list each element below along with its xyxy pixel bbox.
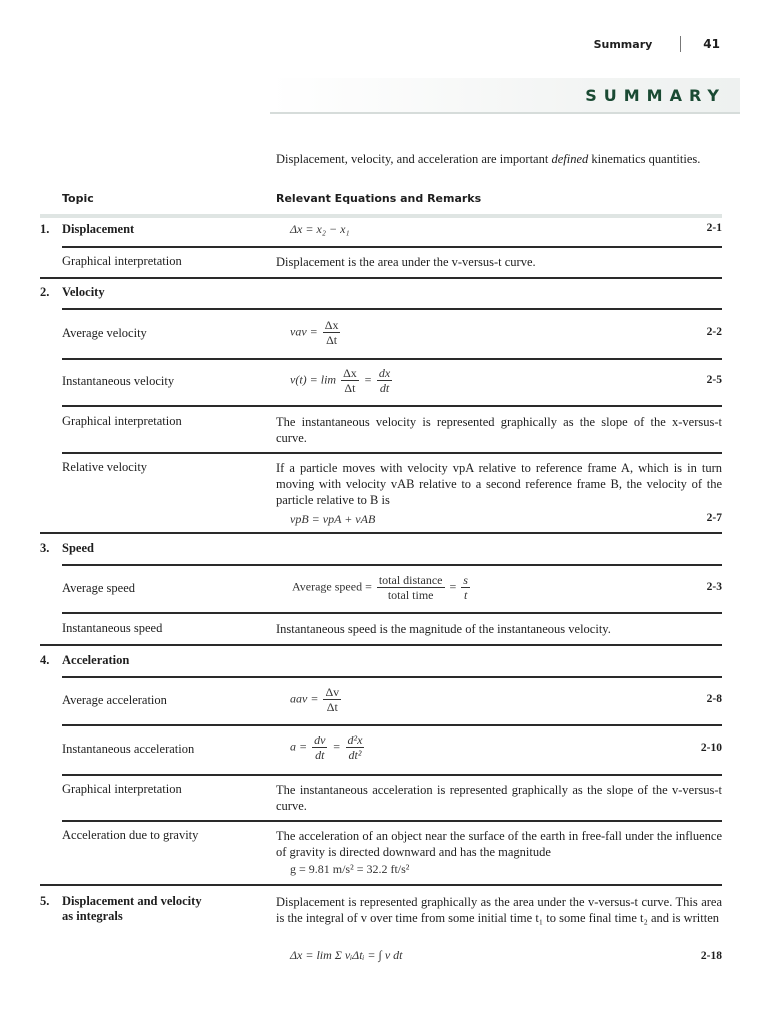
equation-number: 2-2 — [706, 326, 722, 338]
equation: Δx = x₂ − x₁ — [290, 222, 350, 236]
equation-number: 2-3 — [706, 581, 722, 593]
intro-text: Displacement, velocity, and acceleration are important defined kinematics quantities. — [276, 152, 701, 166]
remark-text: Displacement is represented graphically as the area under the v-versus-t curve. This area is the integral of v over time from some initial time t₁ to some final time t₂ and is written — [276, 895, 722, 925]
section-title: 4. Acceleration — [40, 653, 130, 667]
row-divider — [62, 308, 722, 310]
row-divider — [62, 246, 722, 248]
equation-number: 2-10 — [700, 742, 722, 754]
header-rule — [40, 214, 722, 218]
row-divider — [62, 358, 722, 360]
remark-text: Instantaneous speed is the magnitude of the instantaneous velocity. — [276, 622, 611, 636]
remark-text: Displacement is the area under the v-versus-t curve. — [276, 255, 536, 269]
topic-label: Average speed — [62, 581, 135, 595]
equation-number: 2-1 — [706, 222, 722, 234]
section-title: 2. Velocity — [40, 285, 105, 299]
running-head-divider — [680, 36, 681, 52]
summary-banner — [270, 78, 740, 114]
remark-text: The instantaneous acceleration is represented graphically as the slope of the v-versus-t curve. — [276, 783, 722, 813]
page-title: SUMMARY — [585, 86, 726, 105]
row-divider — [62, 564, 722, 566]
equation-number: 2-8 — [706, 693, 722, 705]
row-divider — [62, 405, 722, 407]
section-divider — [40, 644, 722, 646]
section-divider — [40, 532, 722, 534]
topic-label: Graphical interpretation — [62, 414, 182, 428]
topic-label: Instantaneous velocity — [62, 374, 175, 388]
running-head-section: Summary — [593, 37, 653, 51]
row-divider — [62, 820, 722, 822]
row-divider — [62, 452, 722, 454]
equation-number: 2-5 — [706, 374, 722, 386]
row-divider — [62, 612, 722, 614]
column-header-topic: Topic — [62, 192, 94, 205]
remark-text: If a particle moves with velocity vpA relative to reference frame A, which is in turn moving with velocity vAB relative to a second reference frame B, the velocity of the particle relative to B is — [276, 461, 722, 507]
section-divider — [40, 277, 722, 279]
equation: a = $\frac{dv}{dt}$ = $\frac{\text{d²x}}{\text{dt²}}$ — [290, 733, 363, 762]
section-divider — [40, 884, 722, 886]
topic-label: Instantaneous speed — [62, 621, 163, 635]
section-title: 1. Displacement — [40, 222, 135, 236]
equation: v(t) = lim $\frac{\Delta x}{\Delta t}$ = $\frac{dx}{dt}$ — [290, 366, 391, 395]
row-divider — [62, 676, 722, 678]
section-title: 3. Speed — [40, 541, 94, 555]
topic-label: Average velocity — [62, 326, 147, 340]
topic-label: Graphical interpretation — [62, 254, 182, 268]
column-header-remarks: Relevant Equations and Remarks — [276, 192, 482, 205]
page-number: 41 — [703, 37, 720, 51]
equation-number: 2-18 — [700, 950, 722, 962]
equation-number: 2-7 — [706, 512, 722, 524]
topic-label: Relative velocity — [62, 460, 148, 474]
equation: Δx = lim Σ vᵢΔtᵢ = ∫ v dt — [290, 948, 403, 962]
topic-label: Graphical interpretation — [62, 782, 182, 796]
remark-text: The instantaneous velocity is represented graphically as the slope of the x-versus-t curve. — [276, 415, 722, 445]
equation: Average speed = $\frac{\text{total distance}}{\text{total time}}$ = $\frac{s}{t}$ — [292, 573, 468, 602]
topic-label: Instantaneous acceleration — [62, 742, 195, 756]
equation: vpB = vpA + vAB — [290, 512, 376, 526]
remark-text: The acceleration of an object near the surface of the earth in free-fall under the influence of gravity is directed downward and has the magnitude — [276, 829, 722, 859]
equation: vav = $\frac{\Delta x}{\Delta t}$ — [290, 318, 339, 347]
row-divider — [62, 774, 722, 776]
topic-label: Average acceleration — [62, 693, 167, 707]
running-head — [594, 36, 720, 52]
row-divider — [62, 724, 722, 726]
section-title: 5. Displacement and velocity as integrals — [40, 894, 202, 923]
equation: g = 9.81 m/s² = 32.2 ft/s² — [290, 862, 410, 876]
equation: aav = $\frac{\Delta v}{\Delta t}$ — [290, 685, 340, 714]
topic-label: Acceleration due to gravity — [62, 828, 199, 842]
